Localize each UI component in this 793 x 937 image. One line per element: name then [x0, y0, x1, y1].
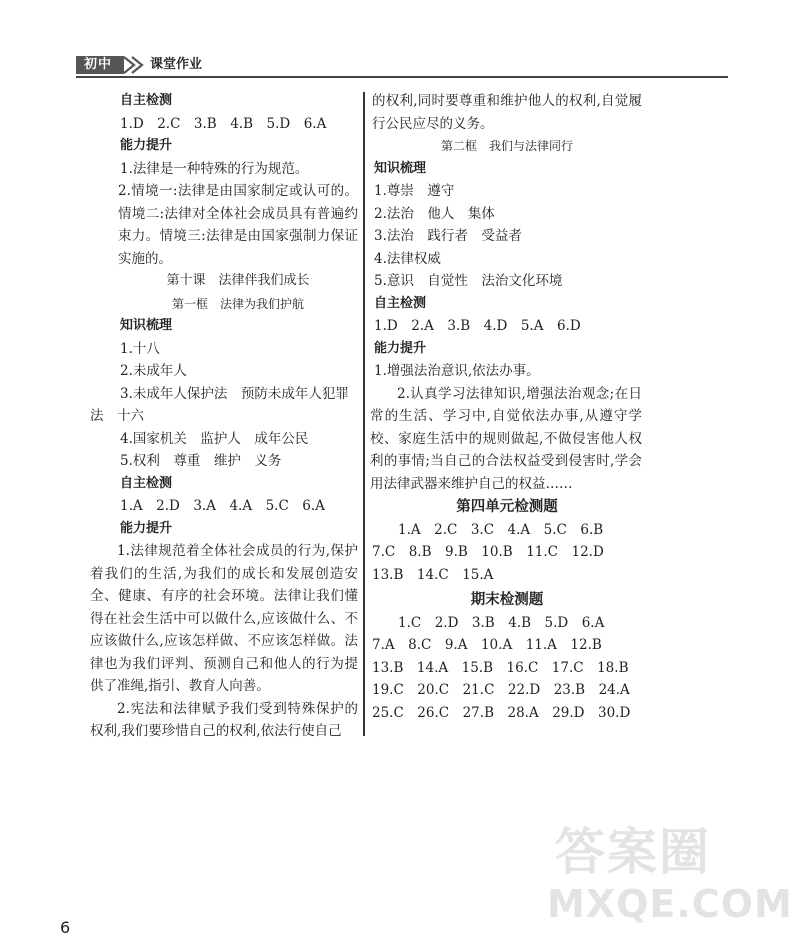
answer-line: 1.D 2.C 3.B 4.B 5.D 6.A	[120, 115, 327, 132]
answer-row: 7.A 8.C 9.A 10.A 11.A 12.B	[372, 637, 602, 653]
section-heading: 能力提升	[120, 138, 173, 153]
left-column	[90, 90, 358, 743]
section-heading: 能力提升	[374, 340, 427, 356]
frame-title: 第一框 法律为我们护航	[171, 296, 304, 311]
lesson-title: 第十课 法律伴我们成长	[166, 273, 310, 288]
answer-line: 1.十八	[120, 340, 160, 357]
header-title: 课堂作业	[150, 57, 203, 72]
answer-row: 1.C 2.D 3.B 4.B 5.D 6.A	[398, 614, 605, 631]
answer-row: 19.C 20.C 21.C 22.D 23.B 24.A	[372, 682, 630, 698]
answer-row: 1.A 2.C 3.C 4.A 5.C 6.B	[398, 521, 604, 538]
answer-line: 1.增强法治意识,依法办事。	[374, 363, 540, 379]
section-heading: 自主检测	[120, 93, 173, 108]
answer-line: 5.权利 尊重 维护 义务	[120, 453, 282, 469]
answer-paragraph: 的权利,同时要尊重和维护他人的权利,自觉履行公民应尽的义务。	[372, 93, 642, 132]
header-tag: 初中	[76, 56, 124, 74]
final-test-title: 期末检测题	[470, 592, 544, 608]
right-column	[372, 90, 642, 724]
answer-paragraph: 2.认真学习法律知识,增强法治观念;在日常的生活、学习中,自觉依法办事,从遵守学校、家庭生活中的规则做起,不做侵害他人权利的事情;当自己的合法权益受到侵害时,学会用法律武器来维护自己的权益……	[370, 385, 642, 492]
answer-line: 1.法律是一种特殊的行为规范。	[120, 160, 309, 177]
answer-row: 13.B 14.C 15.A	[372, 566, 494, 583]
answer-line: 1.A 2.D 3.A 4.A 5.C 6.A	[120, 498, 325, 514]
answer-line: 4.法律权威	[374, 250, 441, 267]
answer-line: 3.法治 践行者 受益者	[374, 228, 522, 244]
watermark	[545, 812, 793, 934]
section-heading: 知识梳理	[374, 160, 427, 176]
page-number: 6	[60, 918, 71, 937]
answer-line: 1.尊崇 遵守	[374, 183, 455, 199]
answer-paragraph: 1.法律规范着全体社会成员的行为,保护着我们的生活,为我们的成长和发展创造安全、健康、有序的社会环境。法律让我们懂得在社会生活中可以做什么,应该做什么、不应该做什么,应该怎样做、不应该怎样做。法律也为我们评判、预测自己和他人的行为提供了准绳,指引、教育人向善。	[90, 543, 358, 694]
answer-row: 7.C 8.B 9.B 10.B 11.C 12.D	[372, 544, 604, 560]
section-heading: 知识梳理	[120, 318, 173, 333]
section-heading: 自主检测	[120, 475, 173, 491]
answer-line: 3.未成年人保护法 预防未成年人犯罪	[120, 385, 349, 402]
answer-row: 25.C 26.C 27.B 28.A 29.D 30.D	[372, 704, 631, 721]
section-heading: 能力提升	[120, 520, 173, 536]
answer-line: 1.D 2.A 3.B 4.D 5.A 6.D	[374, 318, 581, 334]
page-header	[76, 54, 728, 76]
header-rule	[76, 76, 728, 78]
double-chevron-icon	[120, 54, 150, 76]
answer-row: 13.B 14.A 15.B 16.C 17.C 18.B	[372, 659, 629, 676]
answer-paragraph: 2.情境一:法律是由国家制定或认可的。情境二:法律对全体社会成员具有普遍约束力。情境三:法律是由国家强制力保证实施的。	[118, 183, 358, 267]
answer-line-wrap: 法 十六	[90, 408, 144, 424]
answer-paragraph: 2.宪法和法律赋予我们受到特殊保护的权利,我们要珍惜自己的权利,依法行使自己	[90, 700, 358, 739]
unit-test-title: 第四单元检测题	[456, 499, 558, 515]
answer-line: 5.意识 自觉性 法治文化环境	[374, 273, 563, 289]
column-divider	[363, 92, 365, 736]
section-heading: 自主检测	[374, 295, 427, 311]
watermark-logo-text: 答案圈	[555, 823, 711, 881]
answer-line: 2.未成年人	[120, 363, 187, 379]
watermark-url: MXQE.COM	[547, 882, 793, 926]
answer-line: 4.国家机关 监护人 成年公民	[120, 430, 309, 447]
answer-line: 2.法治 他人 集体	[374, 205, 495, 222]
frame-title: 第二框 我们与法律同行	[440, 139, 573, 153]
